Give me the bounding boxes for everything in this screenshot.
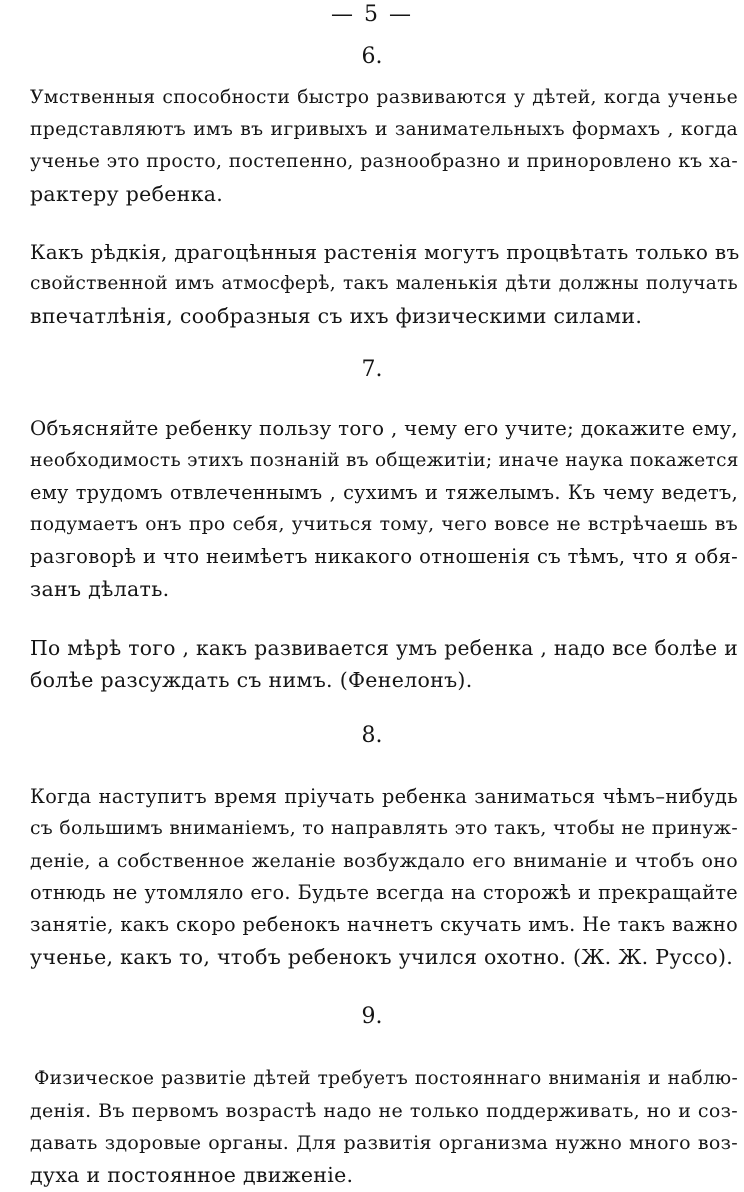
text-line: занъ дѣлать. [30, 577, 170, 601]
text-line: съ большимъ вниманіемъ, то направлять это такъ, чтобы не принуж- [30, 818, 738, 839]
text-line: занятіе, какъ скоро ребенокъ начнетъ скучать имъ. Не такъ важно [30, 913, 738, 936]
paragraph [30, 82, 738, 210]
paragraph [30, 632, 738, 696]
text-line: свойственной имъ атмосферѣ, такъ маленькія дѣти должны получать [30, 273, 738, 294]
text-line: Физическое развитіе дѣтей требуетъ постояннаго вниманія и наблю- [34, 1068, 738, 1089]
page-number: — 5 — [331, 2, 413, 27]
text-line: ему трудомъ отвлеченнымъ , сухимъ и тяжелымъ. Къ чему ведетъ, [30, 481, 738, 504]
paragraph [30, 236, 738, 332]
text-line: разговорѣ и что неимѣетъ никакого отношенія съ тѣмъ, что я обя- [30, 545, 738, 568]
text-line: рактеру ребенка. [30, 182, 224, 206]
section-number-6: 6. [361, 44, 383, 69]
text-line: давать здоровые органы. Для развитія организма нужно много воз- [30, 1132, 738, 1154]
text-line: денія. Въ первомъ возрастѣ надо не только поддерживать, но и соз- [30, 1100, 738, 1122]
text-line: Когда наступитъ время пріучать ребенка заниматься чѣмъ–нибудь [30, 785, 738, 808]
text-line: ученье это просто, постепенно, разнообразно и приноровлено къ ха- [30, 151, 738, 172]
paragraph [30, 781, 738, 973]
text-line: необходимость этихъ познаній въ общежитіи; иначе наука покажется [30, 450, 739, 471]
text-line: деніе, а собственное желаніе возбуждало его вниманіе и чтобъ оно [30, 850, 738, 872]
text-line: впечатлѣнія, сообразныя съ ихъ физическими силами. [30, 304, 643, 328]
text-line: По мѣрѣ того , какъ развивается умъ ребенка , надо все болѣе и [30, 636, 738, 660]
section-number-7: 7. [361, 357, 383, 382]
text-line: духа и постоянное движеніе. [30, 1163, 354, 1187]
text-line: Объясняйте ребенку пользу того , чему его учите; докажите ему, [30, 417, 738, 440]
text-line: отнюдь не утомляло его. Будьте всегда на сторожѣ и прекращайте [30, 881, 738, 904]
section-number-9: 9. [361, 1004, 383, 1029]
text-line: болѣе разсуждать съ нимъ. (Фенелонъ). [30, 668, 473, 692]
section-number-8: 8. [361, 723, 383, 748]
text-line: представляютъ имъ въ игривыхъ и занимательныхъ формахъ , когда [30, 119, 738, 140]
paragraph [30, 1063, 738, 1191]
paragraph [30, 413, 738, 605]
text-line: ученье, какъ то, чтобъ ребенокъ учился охотно. (Ж. Ж. Руссо). [30, 945, 734, 969]
text-line: Умственныя способности быстро развиваются у дѣтей, когда ученье [30, 87, 738, 108]
text-line: Какъ рѣдкія, драгоцѣнныя растенія могутъ процвѣтать только въ [30, 240, 740, 264]
text-line: подумаетъ онъ про себя, учиться тому, чего вовсе не встрѣчаешь въ [30, 514, 738, 535]
